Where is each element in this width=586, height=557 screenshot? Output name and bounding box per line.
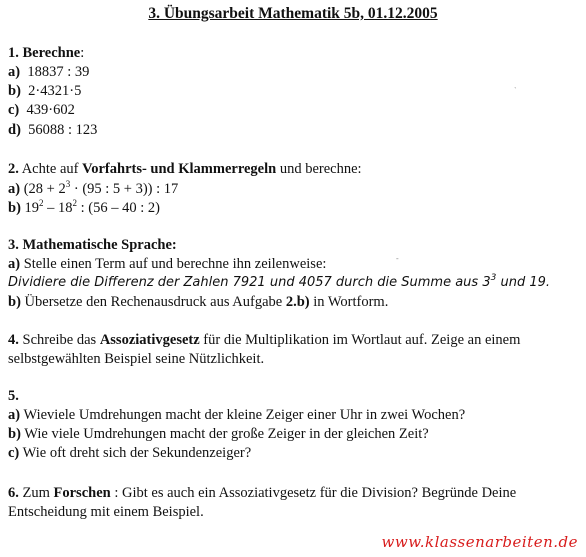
task-reference: 2.b) [285, 294, 310, 310]
q6-text: : Gibt es auch ein Assoziativgesetz für die Division? Begründe Deine [114, 485, 517, 501]
italic-text: und 19. [496, 275, 550, 290]
q3-item-a [8, 255, 326, 273]
item-label: b) [8, 200, 21, 216]
q1-item-a [8, 63, 89, 81]
expr-part: – 18 [43, 200, 73, 216]
q1-item-b [8, 82, 81, 100]
q6-bold-term: Forschen [53, 485, 111, 501]
item-label: d) [8, 122, 21, 138]
italic-text: Dividiere die Differenz der Zahlen 7921 und 4057 durch die Summe aus 3 [8, 275, 491, 290]
q3-item-b [8, 293, 388, 311]
item-label: a) [8, 407, 21, 423]
scan-speck: ` [514, 86, 517, 95]
item-text: Stelle einen Term auf und berechne ihn zeilenweise: [23, 256, 327, 272]
scan-speck: - [396, 254, 399, 263]
item-text: 2·4321·5 [28, 83, 82, 99]
q6-line2: Entscheidung mit einem Beispiel. [8, 504, 204, 520]
q4-number: 4. [8, 332, 19, 348]
q1-heading [8, 44, 84, 62]
q4-line1 [8, 331, 520, 349]
item-label: c) [8, 445, 20, 461]
q1-item-d [8, 121, 97, 139]
q5-item-a [8, 406, 465, 424]
q1-number: 1. [8, 45, 19, 61]
item-text: Übersetze den Rechenausdruck aus Aufgabe [24, 294, 283, 310]
item-label: a) [8, 256, 21, 272]
item-label: a) [8, 64, 21, 80]
expr-part: 19 [24, 200, 40, 216]
item-text: Wie oft dreht sich der Sekundenzeiger? [22, 445, 252, 461]
q4-text: für die Multiplikation im Wortlaut auf. Zeige an einem [203, 332, 521, 348]
q5-number-label: 5. [8, 388, 19, 404]
q1-colon: : [80, 45, 85, 61]
item-text: 439·602 [26, 102, 75, 118]
q2-item-b [8, 199, 160, 217]
q3-italic-task [8, 274, 550, 292]
q3-heading [8, 236, 177, 254]
q4-text: Schreibe das [22, 332, 97, 348]
q2-bold-term: Vorfahrts- und Klammerregeln [82, 161, 277, 177]
item-text: 56088 : 123 [28, 122, 98, 138]
q1-item-c [8, 101, 75, 119]
item-label: b) [8, 426, 21, 442]
exponent: 3 [65, 179, 71, 189]
page-title: 3. Übungsarbeit Mathematik 5b, 01.12.2005 [148, 5, 438, 22]
q2-number: 2. [8, 161, 19, 177]
q2-intro: Achte auf [21, 161, 79, 177]
exponent: 2 [72, 198, 78, 208]
item-label: b) [8, 83, 21, 99]
q2-item-a [8, 180, 178, 198]
q3-title: Mathematische Sprache: [22, 237, 177, 253]
item-label: c) [8, 102, 20, 118]
exponent: 3 [490, 273, 497, 283]
expr-part: : (56 – 40 : 2) [77, 200, 160, 216]
watermark-link[interactable]: www.klassenarbeiten.de [381, 533, 578, 551]
q4-line2: selbstgewählten Beispiel seine Nützlichkeit. [8, 351, 265, 367]
q6-line1 [8, 484, 516, 502]
q6-number: 6. [8, 485, 19, 501]
item-text: Wieviele Umdrehungen macht der kleine Zeiger einer Uhr in zwei Wochen? [23, 407, 466, 423]
item-text: Wie viele Umdrehungen macht der große Zeiger in der gleichen Zeit? [24, 426, 429, 442]
q5-item-b [8, 425, 429, 443]
q5-item-c [8, 444, 251, 462]
expr-part: (28 + 2 [23, 181, 66, 197]
q6-text: Zum [22, 485, 50, 501]
q2-heading [8, 160, 362, 178]
q5-number [8, 387, 19, 405]
exponent: 2 [39, 198, 44, 208]
q4-bold-term: Assoziativgesetz [99, 332, 200, 348]
item-text: 18837 : 39 [27, 64, 90, 80]
q2-rest: und berechne: [279, 161, 362, 177]
q3-number: 3. [8, 237, 19, 253]
item-text: in Wortform. [313, 294, 389, 310]
item-label: a) [8, 181, 21, 197]
expr-part: · (95 : 5 + 3)) : 17 [70, 181, 179, 197]
item-label: b) [8, 294, 21, 310]
q1-title: Berechne [22, 45, 81, 61]
